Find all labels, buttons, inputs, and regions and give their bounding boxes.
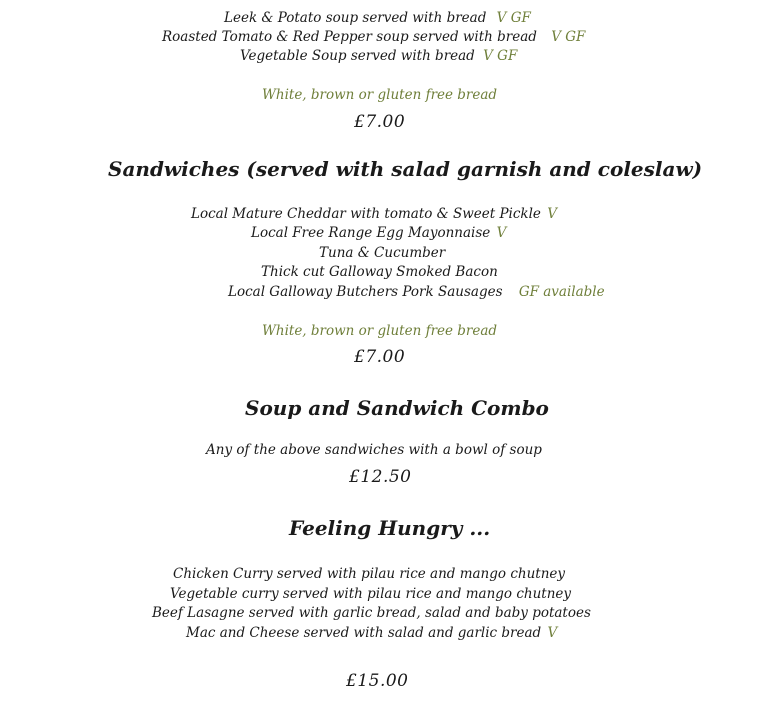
main-item (186, 624, 557, 643)
soup-price: £7.00 (354, 112, 406, 132)
sandwich-item (228, 283, 605, 302)
menu-item-name: Mac and Cheese served with salad and garlic bread (186, 625, 542, 641)
dietary-tag: V GF (551, 29, 586, 45)
section-heading: Feeling Hungry ... (289, 516, 491, 540)
section-heading: Sandwiches (served with salad garnish and coleslaw) (108, 157, 703, 181)
dietary-tag: V (547, 625, 558, 641)
menu-item-name: Thick cut Galloway Smoked Bacon (261, 264, 498, 280)
dietary-tag: V (547, 206, 557, 222)
soup-item (240, 47, 517, 66)
sandwich-item (191, 205, 557, 224)
main-item (170, 585, 571, 604)
menu-item-name: Local Free Range Egg Mayonnaise (251, 225, 491, 241)
sandwiches-price: £7.00 (354, 347, 406, 367)
section-heading: Soup and Sandwich Combo (245, 396, 549, 420)
combo-description: Any of the above sandwiches with a bowl of soup (206, 442, 542, 458)
menu-item-name: Beef Lasagne served with garlic bread, salad and baby potatoes (152, 605, 591, 621)
menu-item-name: Local Mature Cheddar with tomato & Sweet Pickle (191, 206, 541, 222)
sandwich-item (261, 263, 498, 282)
sandwich-item (251, 224, 506, 243)
menu-item-name: Tuna & Cucumber (319, 245, 446, 261)
menu-item-name: Local Galloway Butchers Pork Sausages (228, 284, 503, 300)
soup-item (224, 9, 531, 28)
main-item (152, 604, 591, 623)
soup-item (162, 28, 585, 47)
main-item (173, 565, 565, 584)
bread-note: White, brown or gluten free bread (262, 323, 498, 339)
menu-item-name: Vegetable Soup served with bread (240, 48, 475, 64)
sandwich-item (319, 244, 445, 263)
combo-price: £12.50 (349, 467, 412, 487)
menu-item-name: Roasted Tomato & Red Pepper soup served with bread (162, 29, 537, 45)
menu-item-name: Leek & Potato soup served with bread (224, 10, 487, 26)
dietary-tag: V GF (496, 10, 531, 26)
hungry-price: £15.00 (346, 671, 409, 691)
bread-note: White, brown or gluten free bread (262, 87, 498, 103)
menu-item-name: Vegetable curry served with pilau rice and mango chutney (170, 586, 572, 602)
dietary-tag: V (496, 225, 507, 241)
dietary-tag: V GF (483, 48, 518, 64)
dietary-tag: GF available (518, 284, 605, 300)
menu-item-name: Chicken Curry served with pilau rice and mango chutney (173, 566, 566, 582)
